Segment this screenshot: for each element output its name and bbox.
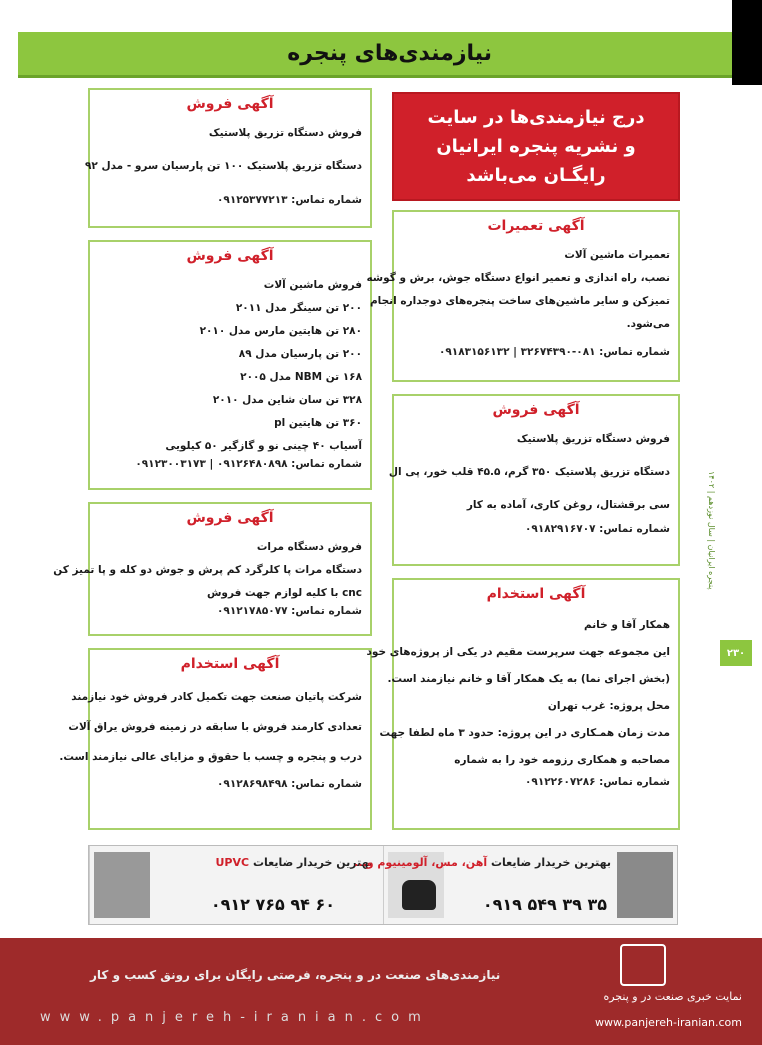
ad-title: آگهی فروش [186, 510, 274, 526]
top-corner-block [732, 0, 762, 85]
ad-line: همکار آقا و خانم [583, 619, 670, 631]
ad-line: فروش ماشین آلات [263, 279, 362, 291]
ad-line: مصاحبه و همکاری رزومه خود را به شماره [454, 754, 670, 766]
banner-highlight: آهن، مس، آلومینیوم و... [354, 856, 488, 869]
ad-line: فروش دستگاه مرات [256, 541, 362, 553]
ad-phone: شماره تماس: ۰۹۱۲۸۶۹۸۴۹۸ [217, 778, 362, 790]
ad-line: ۲۰۰ تن سینگر مدل ۲۰۱۱ [235, 302, 362, 314]
ad-line: تعمیرات ماشین آلات [564, 249, 670, 261]
ad-line: فروش دستگاه تزریق پلاستیک [516, 433, 670, 445]
ad-box-left-4 [59, 648, 372, 830]
ad-line: ۲۸۰ تن هایتین مارس مدل ۲۰۱۰ [199, 325, 362, 337]
ad-line: cnc با کلیه لوازم جهت فروش [206, 587, 362, 599]
ad-line: ۳۲۸ تن سان شاین مدل ۲۰۱۰ [212, 394, 362, 406]
banner-phone: ۰۹۱۹ ۵۴۹ ۳۹ ۳۵ [482, 895, 607, 914]
section-header [18, 32, 732, 78]
side-issue-info: پنجره ایرانیان | سال نوزدهم | ۱۴۰۲ [707, 470, 716, 590]
ad-line: می‌شود. [626, 318, 670, 330]
promo-line: و نشریه پنجره ایرانیان [436, 136, 636, 157]
ad-line: دستگاه تزریق پلاستیک ۳۵۰ گرم، ۴۵.۵ قلب خور، پی ال [388, 466, 670, 478]
page-number: ۲۳۰ [720, 640, 752, 666]
ad-phone: شماره تماس: ۰۸۱-۳۲۶۷۴۳۹۰ | ۰۹۱۸۳۱۵۶۱۳۲ [438, 346, 670, 358]
footer-url-left: www.panjereh-iranian.com [40, 1010, 430, 1025]
ad-title: آگهی فروش [492, 402, 580, 418]
ad-phone: شماره تماس: ۰۹۱۲۱۷۸۵۰۷۷ [217, 605, 362, 617]
ad-line: دستگاه مرات پا کلرگرد کم پرش و جوش دو کله و پا تمیز کن [53, 564, 362, 576]
scrap-buyer-banner [88, 845, 678, 925]
ad-line: تعدادی کارمند فروش با سابقه در زمینه فروش یراق آلات [68, 721, 362, 733]
ad-phone: شماره تماس: ۰۹۱۲۲۶۰۷۲۸۶ [525, 776, 670, 788]
ad-line: ۳۶۰ تن هایتین pl [274, 417, 362, 429]
footer [0, 938, 762, 1045]
ad-box-left-3 [53, 502, 372, 636]
ad-line: این مجموعه جهت سرپرست مقیم در یکی از پروژه‌های خود [366, 646, 670, 658]
ad-phone: شماره تماس: ۰۹۱۸۲۹۱۶۷۰۷ [525, 523, 670, 535]
ad-line: (بخش اجرای نما) به یک همکار آقا و خانم نیازمند است. [387, 673, 670, 685]
ad-line: دستگاه تزریق پلاستیک ۱۰۰ تن پارسیان سرو - مدل ۹۲ [85, 160, 362, 172]
ad-box-right-1 [366, 210, 680, 382]
ad-line: سی برقشتال، روغن کاری، آماده به کار [466, 499, 670, 511]
ad-line: محل پروژه: غرب تهران [547, 700, 670, 712]
telephone-icon [402, 880, 436, 910]
ad-line: آسیاب ۴۰ چینی نو و گازگیر ۵۰ کیلویی [165, 440, 362, 452]
footer-slogan: نیازمندی‌های صنعت در و پنجره، فرصتی رایگان برای رونق کسب و کار [90, 968, 501, 982]
ad-title: آگهی فروش [186, 96, 274, 112]
promo-banner [392, 92, 680, 201]
ad-phone: شماره تماس: ۰۹۱۲۵۳۷۷۲۱۳ [217, 194, 362, 206]
promo-line: درج نیازمندی‌ها در سایت [427, 107, 645, 128]
ad-box-right-3 [366, 578, 680, 830]
banner-right [354, 846, 677, 924]
ad-line: تمیزکن و سایر ماشین‌های ساخت پنجره‌های دوجداره انجام [369, 295, 670, 307]
footer-brand: نمایت خبری صنعت در و پنجره [603, 990, 742, 1003]
ad-box-left-1 [85, 88, 372, 228]
ad-line: ۲۰۰ تن پارسیان مدل ۸۹ [238, 348, 362, 360]
banner-phone: ۰۹۱۲ ۷۶۵ ۹۴ ۶۰ [210, 895, 335, 914]
ad-phone: شماره تماس: ۰۹۱۲۶۴۸۰۸۹۸ | ۰۹۱۲۳۰۰۳۱۷۳ [135, 458, 362, 470]
banner-left [89, 846, 383, 924]
ad-title: آگهی تعمیرات [487, 218, 585, 234]
ad-box-left-2 [88, 240, 372, 490]
ad-line: ۱۶۸ تن NBM مدل ۲۰۰۵ [240, 371, 362, 383]
banner-label: بهترین خریدار ضایعات [252, 856, 373, 869]
promo-line: رایگـان می‌باشد [466, 165, 606, 186]
panjereh-logo [620, 944, 666, 986]
pipes-image [94, 852, 150, 918]
ad-title: آگهی فروش [186, 248, 274, 264]
page-title: نیازمندی‌های پنجره [287, 41, 492, 66]
ad-line: مدت زمان همـکاری در این پروژه: حدود ۳ ماه لطفا جهت [379, 727, 670, 739]
ad-line: شرکت پاتیان صنعت جهت تکمیل کادر فروش خود نیازمند [71, 691, 362, 703]
ad-line: درب و پنجره و چسب با حقوق و مزایای عالی نیازمند است. [59, 751, 362, 763]
ad-line: نصب، راه اندازی و تعمیر انواع دستگاه جوش، برش و گوشه [366, 272, 670, 284]
ad-title: آگهی استخدام [486, 586, 586, 602]
banner-label: بهترین خریدار ضایعات [490, 856, 611, 869]
ad-title: آگهی استخدام [180, 656, 280, 672]
top-margin [0, 0, 732, 32]
ad-line: فروش دستگاه تزریق پلاستیک [208, 127, 362, 139]
banner-highlight: UPVC [215, 856, 250, 869]
scrap-metal-image [617, 852, 673, 918]
ad-box-right-2 [388, 394, 680, 566]
footer-url-right: www.panjereh-iranian.com [594, 1016, 742, 1029]
